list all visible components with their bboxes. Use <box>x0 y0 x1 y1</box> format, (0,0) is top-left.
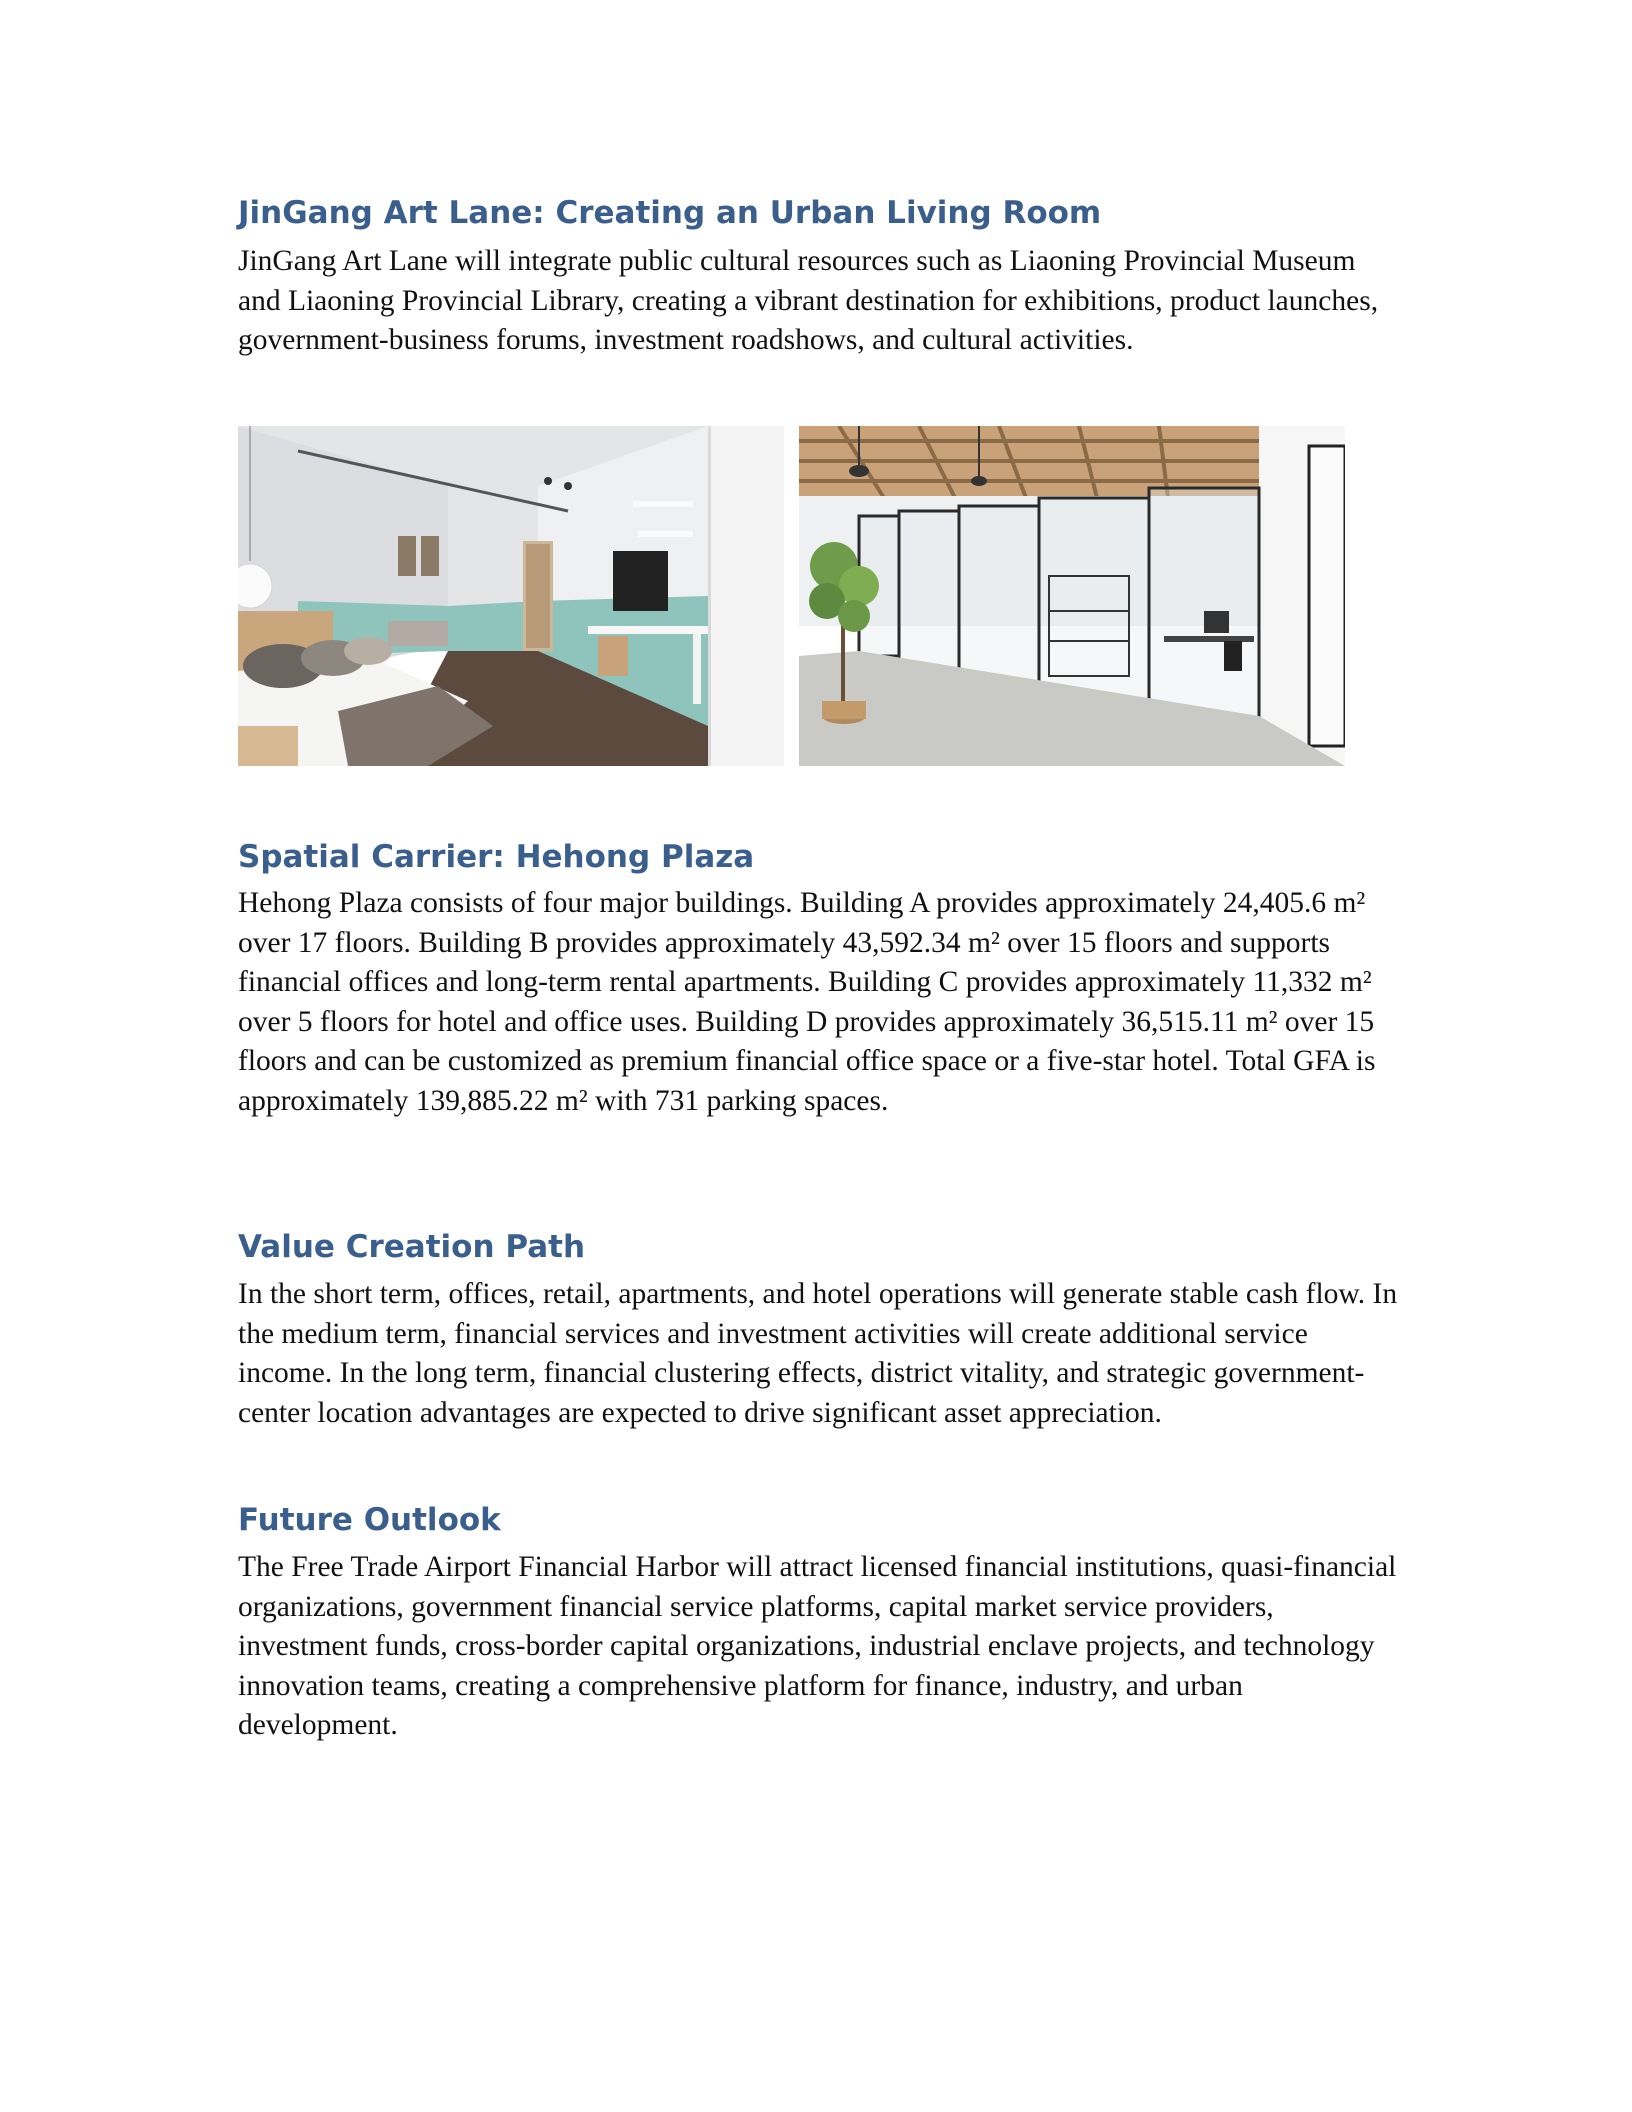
section-body-value-creation: In the short term, offices, retail, apartments, and hotel operations will generate stable cash flow. In the medium term, financial services and investment activities will create additional service income. In the long term, financial clustering effects, district vitality, and strategic government-center location advantages are expected to drive significant asset appreciation. <box>238 1278 1398 1429</box>
section-body-jingang-art-lane: JinGang Art Lane will integrate public cultural resources such as Liaoning Provincial Museum and Liaoning Provincial Library, creating a vibrant destination for exhibitions, product launches, government-business forums, investment roadshows, and cultural activities. <box>238 245 1379 356</box>
apartment-bedroom-photo <box>238 426 784 766</box>
section-heading-future-outlook: Future Outlook <box>238 1502 501 1538</box>
section-body-future-outlook: The Free Trade Airport Financial Harbor will attract licensed financial institutions, quasi-financial organizations, government financial service platforms, capital market service providers, investment funds, cross-border capital organizations, industrial enclave projects, and technology innovation teams, creating a comprehensive platform for finance, industry, and urban development. <box>238 1551 1397 1741</box>
section-heading-value-creation: Value Creation Path <box>238 1229 586 1265</box>
section-heading-spatial-carrier: Spatial Carrier: Hehong Plaza <box>238 839 755 875</box>
section-heading-jingang-art-lane: JinGang Art Lane: Creating an Urban Living Room <box>238 195 1102 231</box>
section-body-spatial-carrier: Hehong Plaza consists of four major buildings. Building A provides approximately 24,405.6 m² over 17 floors. Building B provides approximately 43,592.34 m² over 15 floors and supports financial offices and long-term rental apartments. Building C provides approximately 11,332 m² over 5 floors for hotel and office uses. Building D provides approximately 36,515.11 m² over 15 floors and can be customized as premium financial office space or a five-star hotel. Total GFA is approximately 139,885.22 m² with 731 parking spaces. <box>238 887 1376 1117</box>
glass-office-interior-photo <box>799 426 1345 766</box>
